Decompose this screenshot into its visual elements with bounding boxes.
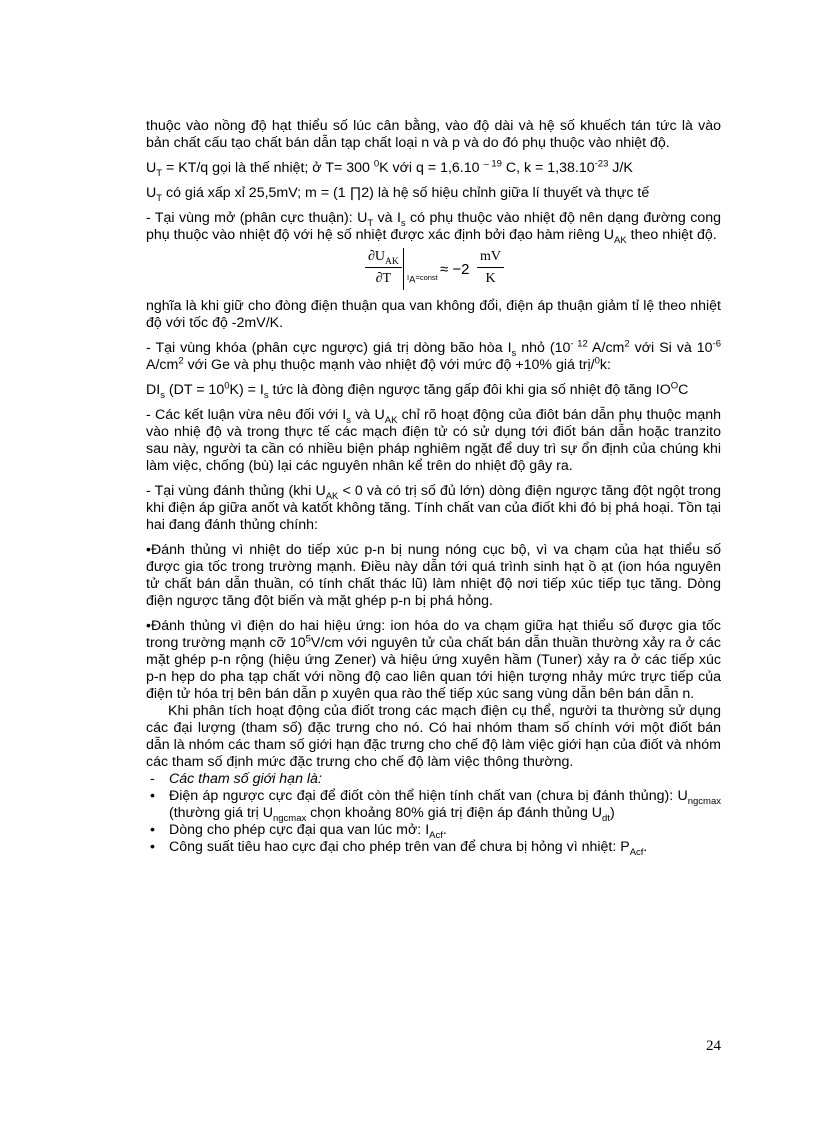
paragraph-saturation-doubling: $DI_s$ $(DT = 10^0K) = I_s$ tức là đòng điện ngược tăng gấp đôi khi gia số nhiệt độ tăng $IO^OC$: [146, 380, 689, 401]
list-item-max-reverse-voltage: • Điện áp ngược cực đại để điốt còn thể hiện tính chất van (chưa bị đánh thủng): $U_{ngcmax}$ (thường giá trị $U_{ngcmax}$ chọn khoảng 80% giá trị điện áp đánh thủng $U_{dt}$): [150, 788, 721, 824]
bullet-thermal-breakdown: •Đánh thủng vì nhiệt do tiếp xúc p-n bị nung nóng cục bộ, vì va chạm của hạt thiểu số được gia tốc trong trường mạnh. Điều này dẫn tới quá trình sinh hạt ồ ạt (ion hóa nguyên tử chất bán dẫn thuần, có tính chất thác lũ) làm nhiệt độ nơi tiếp xúc tiếp tục tăng. Dòng điện ngược tăng đột biến và mặt ghép p-n bị phá hỏng.: [146, 542, 721, 609]
bullet-icon: •: [146, 542, 151, 558]
thermal-voltage-value: $U_T$ có giá xấp xỉ 25,5mV; m = (1 ∏2) là hệ số hiệu chỉnh giữa lí thuyết và thực tế: [146, 185, 650, 204]
partial-derivative-fraction: $\partial U_{AK}$ ∂T: [365, 248, 402, 287]
page-content: [146, 118, 721, 856]
paragraph-conclusions: - Các kết luận vừa nêu đối với $I_s$ và $U_{AK}$ chỉ rõ hoạt động của điôt bán dẫn phụ thuộc mạnh vào nhiệ độ và trong thực tế các mạch điện tử có sử dụng tới điốt bán dẫn hoặc tranzito sau này, người ta cần có nhiều biện pháp nghiêm ngặt để duy trì sự ổn định của chúng khi làm việc, chống (bù) lại các nguyên nhân kể trên do nhiệt độ gây ra.: [146, 407, 721, 474]
paragraph-forward-region: - Tại vùng mở (phân cực thuận): $U_T$ và $I_s$ có phụ thuộc vào nhiệt độ nên dạng đường cong phụ thuộc vào nhiệt độ với hệ số nhiệt được xác định bởi đạo hàm riêng $U_{AK}$ theo nhiệt độ.: [146, 210, 721, 246]
paragraph-reverse-region: - Tại vùng khóa (phân cực ngược) giá trị dòng bão hòa $I_s$ nhỏ ($10^{- 12}$ $A/cm^2$ với Si và $10^{-6}$ $A/cm^2$ với Ge và phụ thuộc mạnh vào nhiệt độ với mức độ +10% giá trị/$^0$k:: [146, 338, 721, 373]
bullet-icon: •: [150, 822, 155, 838]
evaluation-condition: $I_A=const$: [407, 273, 438, 286]
approx-value: ≈ −2: [440, 261, 470, 278]
bullet-icon: •: [146, 618, 151, 634]
temperature-coefficient-formula: [146, 248, 721, 292]
bullet-icon: •: [150, 839, 155, 855]
thermal-voltage-definition: $U_T = KT/q$ gọi là thế nhiệt; ở T= 300 $^0$K với q = 1,6.10 $^{- 19}$ C, $k = 1,38.10^{-23}$ J/K: [146, 158, 633, 179]
paragraph-intro: thuộc vào nồng độ hạt thiểu số lúc cân bằng, vào độ dài và hệ số khuếch tán tức là vào bản chất cấu tạo chất bán dẫn tạp chất loại n và p và do đó phụ thuộc vào nhiệt độ.: [146, 118, 721, 151]
paragraph-meaning: nghĩa là khi giữ cho đòng điện thuận qua van không đổi, điện áp thuận giảm tỉ lệ theo nhiệt độ với tốc độ -2mV/K.: [146, 298, 721, 331]
paragraph-parameter-analysis: Khi phân tích hoạt động của điốt trong các mạch điện cụ thể, người ta thường sử dụng các đại lượng (tham số) đặc trưng cho nó. Có hai nhóm tham số chính với một điốt bán dẫn là nhóm các tham số giới hạn đặc trưng cho chế độ làm việc giới hạn của điốt và nhóm các tham số định mức đặc trưng cho chế độ làm việc thông thường.: [146, 703, 721, 770]
unit-fraction: $\frac{mV}{K}$: [477, 248, 504, 287]
limit-params-list: [146, 788, 721, 856]
bullet-electrical-breakdown: •Đánh thủng vì điện do hai hiệu ứng: ion hóa do va chạm giữa hạt thiểu số được gia tốc trong trường mạnh cỡ $10^5V/cm$ với nguyên tử của chất bán dẫn thuần thường xảy ra ở các mặt ghép p-n rộng (hiệu ứng Zener) và hiệu ứng xuyên hầm (Tuner) xảy ra ở các tiếp xúc p-n hẹp do pha tạp chất với nồng độ cao liên quan tới hiện tượng nhảy mức trực tiếp của điện tử hóa trị bên bán dẫn p xuyên qua rào thế tiếp xúc sang vùng dẫn bên bán dẫn n.: [146, 618, 721, 702]
limit-params-heading: - Các tham số giới hạn là:: [150, 771, 322, 787]
page-number: 24: [706, 1038, 721, 1054]
evaluation-bar: [403, 248, 404, 290]
paragraph-breakdown-region: - Tại vùng đánh thủng (khi $U_{AK} < 0$ và có trị số đủ lớn) dòng điện ngược tăng đột ngột trong khi điện áp giữa anốt và katốt không tăng. Tính chất van của điốt khi đó bị phá hoại. Tồn tại hai đang đánh thủng chính:: [146, 483, 721, 533]
list-item-max-power: • Công suất tiêu hao cực đại cho phép trên van để chưa bị hỏng vì nhiệt: $P_{Acf}$.: [150, 839, 648, 858]
list-item-max-forward-current: • Dòng cho phép cực đại qua van lúc mở: $I_{Acf}$.: [150, 822, 447, 841]
bullet-icon: •: [150, 788, 155, 804]
